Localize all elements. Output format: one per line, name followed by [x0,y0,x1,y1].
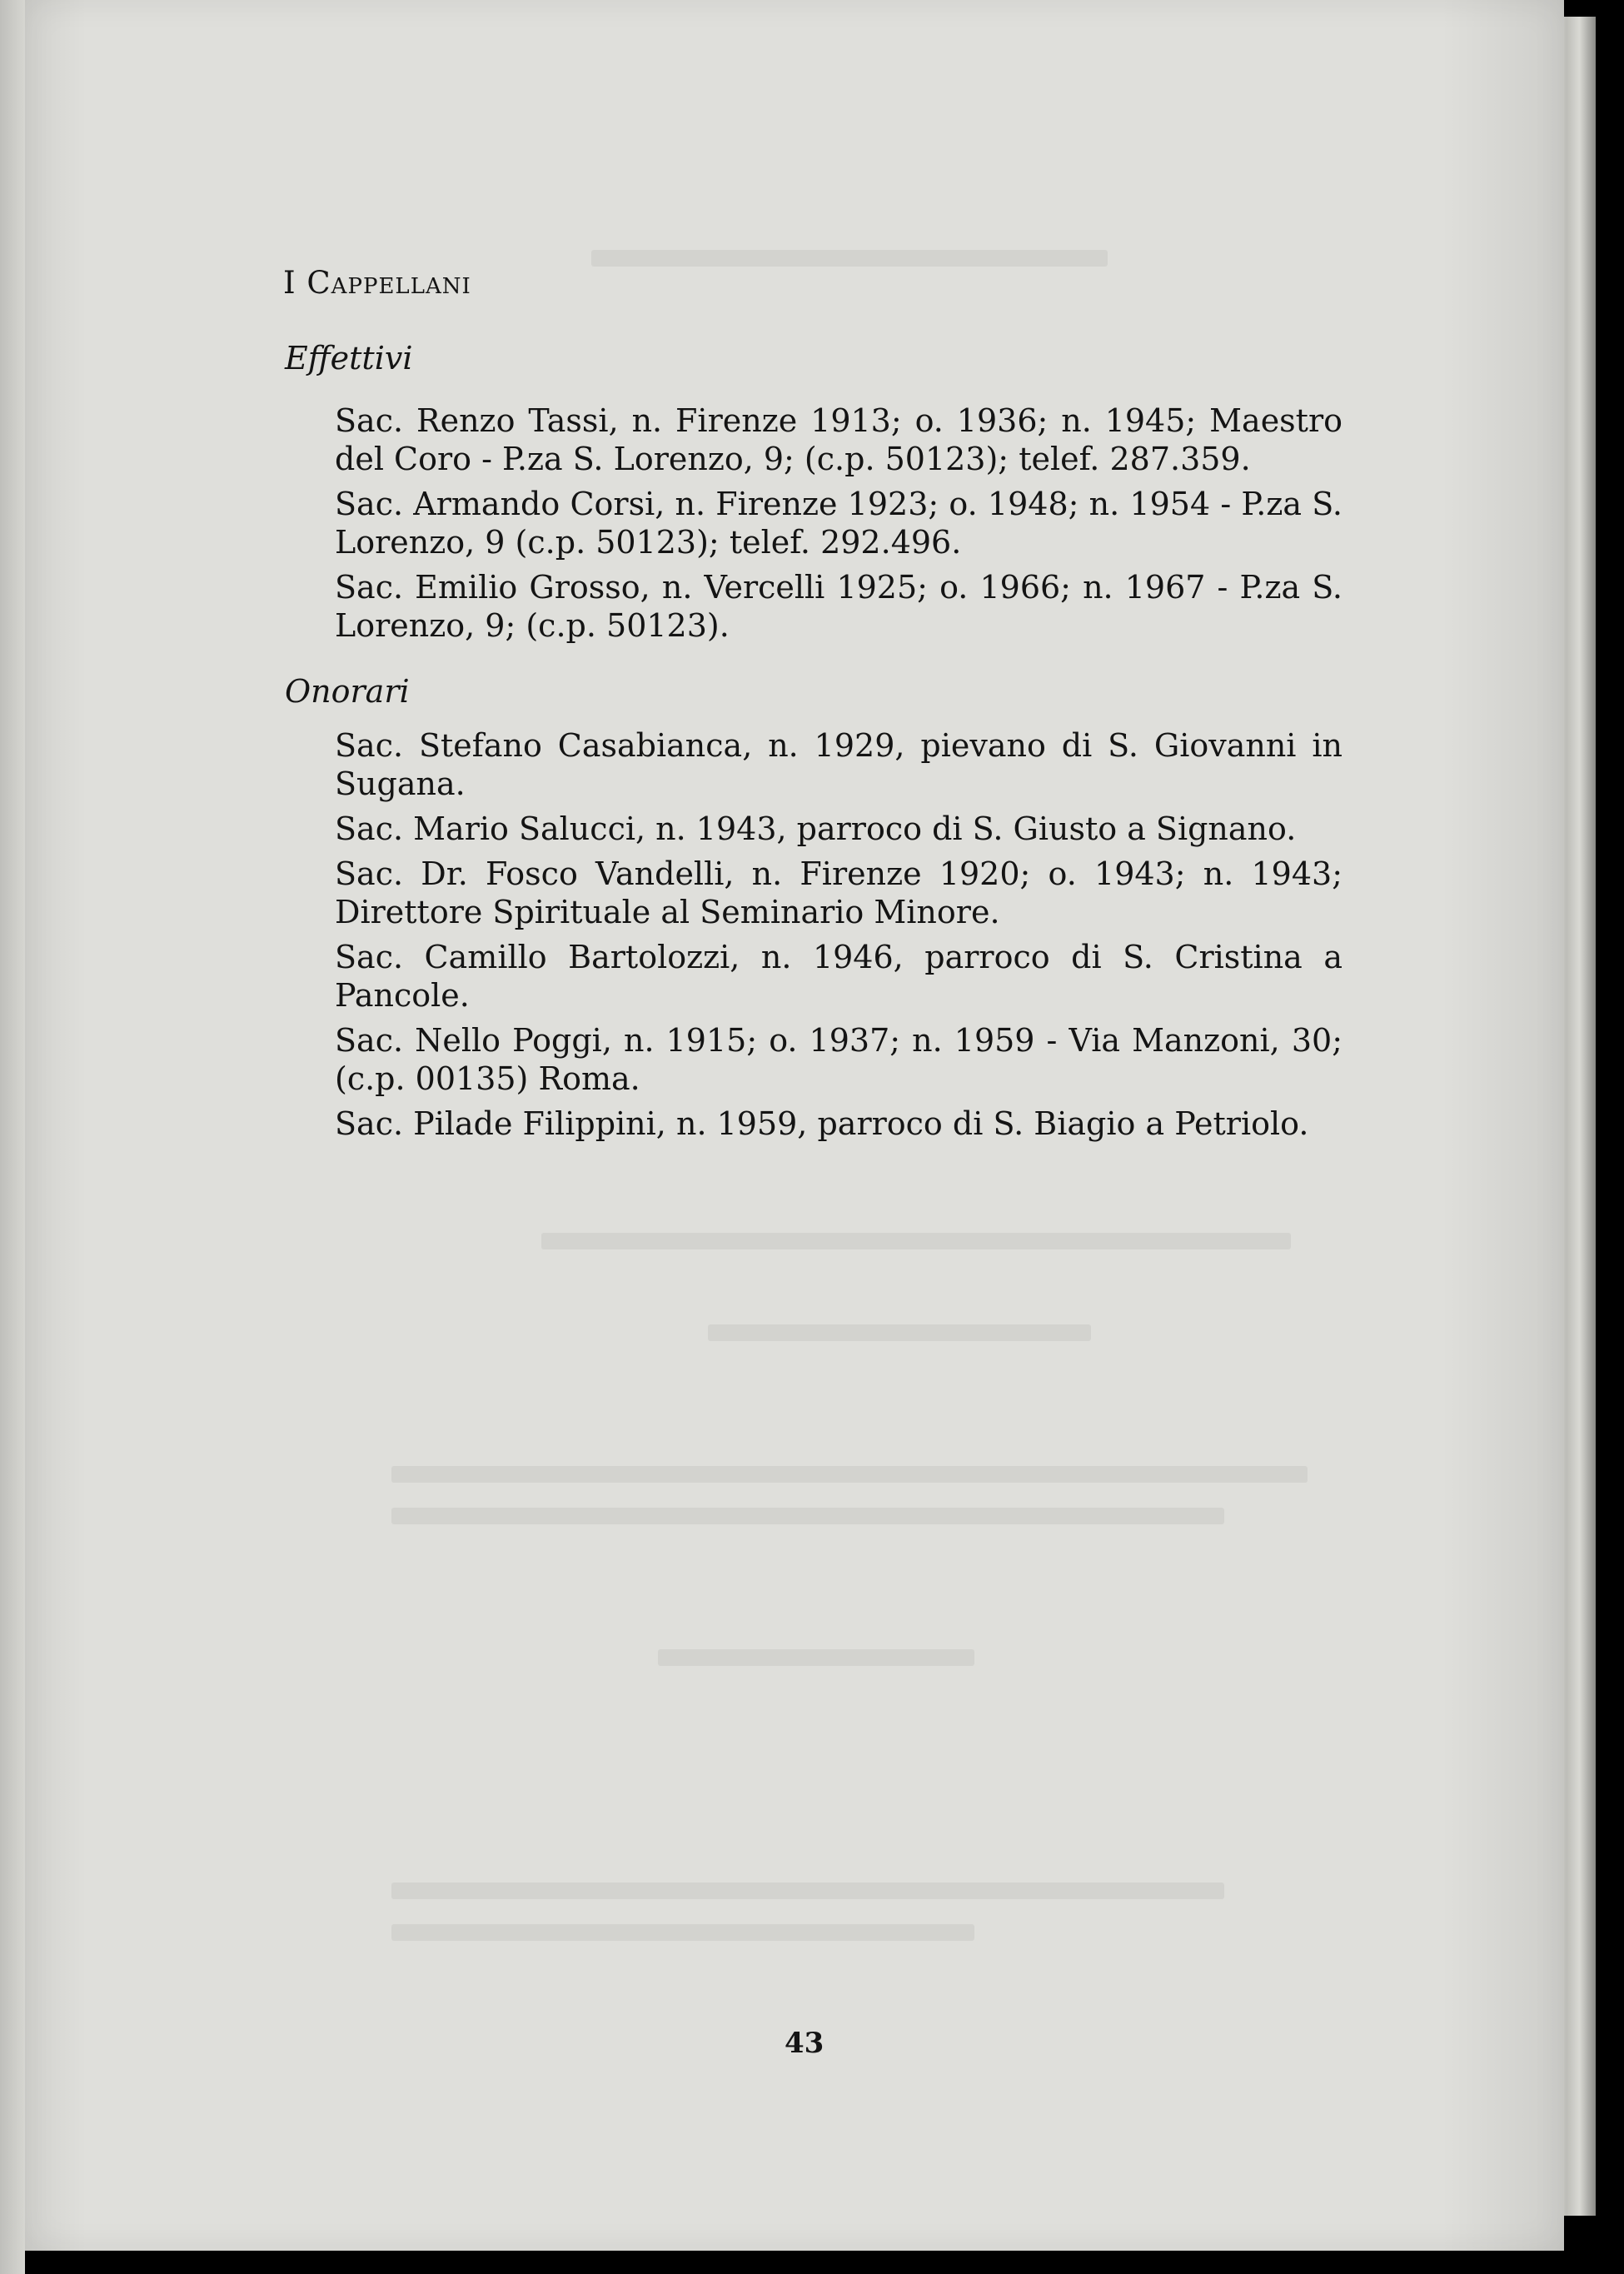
list-item: Sac. Renzo Tassi, n. Firenze 1913; o. 1936; n. 1945; Maestro del Coro - P.za S. Lorenzo, 9; (c.p. 50123); telef. 287.359. [335,402,1343,477]
show-through [658,1649,974,1666]
effettivi-list [335,401,1343,651]
list-item: Sac. Armando Corsi, n. Firenze 1923; o. 1948; n. 1954 - P.za S. Lorenzo, 9 (c.p. 50123); telef. 292.496. [335,486,1343,561]
list-item: Sac. Emilio Grosso, n. Vercelli 1925; o. 1966; n. 1967 - P.za S. Lorenzo, 9; (c.p. 50123). [335,569,1343,644]
list-item: Sac. Pilade Filippini, n. 1959, parroco di S. Biagio a Petriolo. [335,1105,1309,1142]
list-item: Sac. Mario Salucci, n. 1943, parroco di S. Giusto a Signano. [335,810,1297,847]
show-through [708,1324,1091,1341]
show-through [391,1508,1224,1524]
list-item: Sac. Stefano Casabianca, n. 1929, pievano di S. Giovanni in Sugana. [335,727,1343,802]
section-title: I Cappellani [283,265,471,301]
subsection-title-effettivi: Effettivi [285,340,413,377]
list-item: Sac. Nello Poggi, n. 1915; o. 1937; n. 1959 - Via Manzoni, 30; (c.p. 00135) Roma. [335,1022,1343,1097]
show-through [391,1883,1224,1899]
show-through [391,1466,1308,1483]
subsection-title-onorari: Onorari [285,673,410,710]
show-through [591,250,1108,267]
show-through [391,1924,974,1941]
page-number: 43 [785,2027,824,2060]
show-through [541,1233,1291,1249]
facing-page-edge [0,0,25,2274]
book-page [25,0,1564,2251]
onorari-list [335,726,1343,1149]
list-item: Sac. Dr. Fosco Vandelli, n. Firenze 1920; o. 1943; n. 1943; Direttore Spirituale al Seminario Minore. [335,855,1343,930]
list-item: Sac. Camillo Bartolozzi, n. 1946, parroco di S. Cristina a Pancole. [335,939,1343,1014]
